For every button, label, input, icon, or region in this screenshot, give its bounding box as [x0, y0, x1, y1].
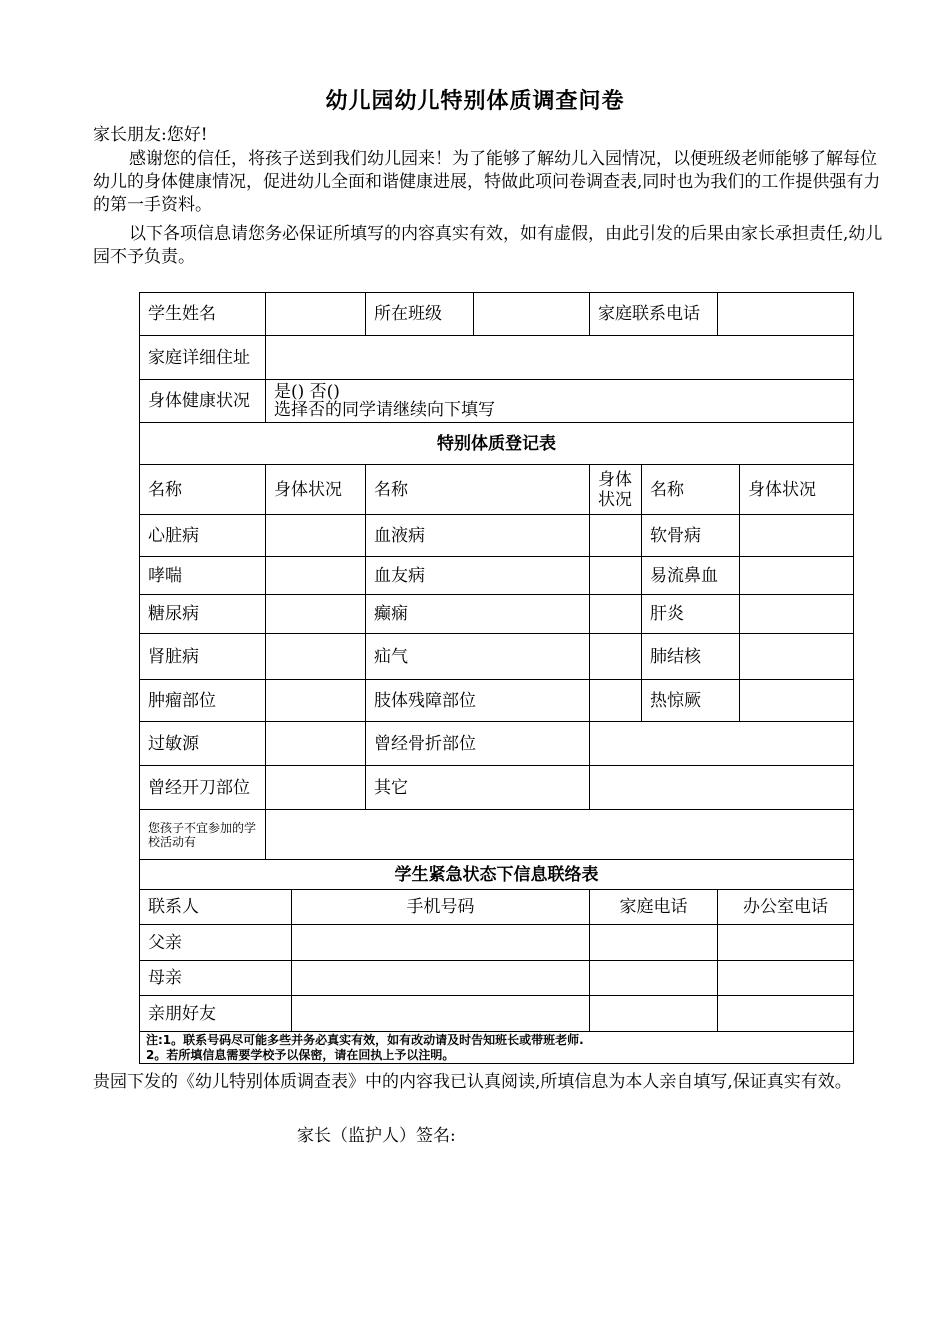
contact-mother: 母亲 [140, 961, 292, 996]
condition-field[interactable] [590, 634, 642, 680]
special-table-title: 特别体质登记表 [140, 423, 854, 465]
surgery-label: 曾经开刀部位 [140, 766, 266, 810]
note-line-1: 注:1。联系号码尽可能多些并务必真实有效，如有改动请及时告知班长或带班老师. [146, 1032, 584, 1047]
student-name-label: 学生姓名 [140, 293, 266, 336]
condition-field[interactable] [590, 557, 642, 595]
health-hint: 选择否的同学请继续向下填写 [274, 400, 495, 420]
home-phone-label: 家庭联系电话 [590, 293, 718, 336]
condition-field[interactable] [740, 634, 854, 680]
other-label: 其它 [366, 766, 590, 810]
col-name-2: 名称 [366, 465, 590, 515]
contact-father: 父亲 [140, 925, 292, 961]
header-home-phone: 家庭电话 [590, 890, 718, 925]
condition-field[interactable] [740, 680, 854, 722]
office-phone-field[interactable] [718, 996, 854, 1032]
condition-field[interactable] [740, 557, 854, 595]
allergy-label: 过敏源 [140, 722, 266, 766]
fracture-label: 曾经骨折部位 [366, 722, 590, 766]
health-status-field[interactable] [266, 380, 854, 423]
col-status-2: 身体状况 [590, 465, 642, 515]
header-office-phone: 办公室电话 [718, 890, 854, 925]
condition-field[interactable] [590, 680, 642, 722]
mobile-field[interactable] [292, 996, 590, 1032]
surgery-field[interactable] [266, 766, 366, 810]
condition-field[interactable] [266, 557, 366, 595]
unfit-activities-field[interactable] [266, 810, 854, 860]
mobile-field[interactable] [292, 925, 590, 961]
col-status-1: 身体状况 [266, 465, 366, 515]
condition-field[interactable] [590, 595, 642, 634]
mobile-field[interactable] [292, 961, 590, 996]
condition-label: 肿瘤部位 [140, 680, 266, 722]
fracture-field[interactable] [590, 722, 854, 766]
condition-label: 软骨病 [642, 515, 740, 557]
health-status-label: 身体健康状况 [140, 380, 266, 423]
home-address-field[interactable] [266, 336, 854, 380]
condition-label: 癫痫 [366, 595, 590, 634]
office-phone-field[interactable] [718, 925, 854, 961]
condition-label: 肾脏病 [140, 634, 266, 680]
greeting: 家长朋友:您好! [93, 125, 208, 145]
intro-paragraph-1: 感谢您的信任，将孩子送到我们幼儿园来！为了能够了解幼儿入园情况，以便班级老师能够了解每位幼儿的身体健康情况，促进幼儿全面和谐健康进展，特做此项问卷调查表,同时也为我们的工作提供强有力的第一手资料。 [93, 149, 881, 215]
home-phone-field[interactable] [590, 925, 718, 961]
page-title: 幼儿园幼儿特别体质调查问卷 [325, 89, 625, 114]
condition-label: 哮喘 [140, 557, 266, 595]
condition-label: 肝炎 [642, 595, 740, 634]
col-name-3: 名称 [642, 465, 740, 515]
allergy-field[interactable] [266, 722, 366, 766]
condition-field[interactable] [266, 515, 366, 557]
condition-field[interactable] [266, 634, 366, 680]
condition-label: 疝气 [366, 634, 590, 680]
home-address-label: 家庭详细住址 [140, 336, 266, 380]
col-status-3: 身体状况 [740, 465, 854, 515]
contact-relatives: 亲朋好友 [140, 996, 292, 1032]
header-mobile: 手机号码 [292, 890, 590, 925]
col-name-1: 名称 [140, 465, 266, 515]
condition-field[interactable] [266, 680, 366, 722]
home-phone-field[interactable] [718, 293, 854, 336]
home-phone-field[interactable] [590, 996, 718, 1032]
emergency-table-title: 学生紧急状态下信息联络表 [140, 860, 854, 890]
health-options[interactable]: 是() 否() [274, 382, 340, 402]
survey-form-table [139, 292, 854, 1064]
condition-field[interactable] [266, 595, 366, 634]
declaration-text: 贵园下发的《幼儿特别体质调查表》中的内容我已认真阅读,所填信息为本人亲自填写,保证真实有效。 [93, 1072, 852, 1092]
signature-label: 家长（监护人）签名: [297, 1126, 456, 1146]
student-name-field[interactable] [266, 293, 366, 336]
office-phone-field[interactable] [718, 961, 854, 996]
condition-label: 糖尿病 [140, 595, 266, 634]
class-label: 所在班级 [366, 293, 474, 336]
header-contact: 联系人 [140, 890, 292, 925]
condition-label: 易流鼻血 [642, 557, 740, 595]
condition-field[interactable] [740, 515, 854, 557]
condition-field[interactable] [740, 595, 854, 634]
other-field[interactable] [590, 766, 854, 810]
class-field[interactable] [474, 293, 590, 336]
condition-label: 肢体残障部位 [366, 680, 590, 722]
condition-label: 热惊厥 [642, 680, 740, 722]
note-line-2: 2。若所填信息需要学校予以保密，请在回执上予以注明。 [146, 1047, 455, 1062]
condition-label: 血友病 [366, 557, 590, 595]
condition-field[interactable] [590, 515, 642, 557]
condition-label: 肺结核 [642, 634, 740, 680]
home-phone-field[interactable] [590, 961, 718, 996]
condition-label: 心脏病 [140, 515, 266, 557]
intro-paragraph-2: 以下各项信息请您务必保证所填写的内容真实有效，如有虚假，由此引发的后果由家长承担责任,幼儿园不予负责。 [93, 224, 883, 267]
condition-label: 血液病 [366, 515, 590, 557]
emergency-note [140, 1032, 854, 1064]
unfit-activities-label: 您孩子不宜参加的学校活动有 [140, 810, 266, 860]
